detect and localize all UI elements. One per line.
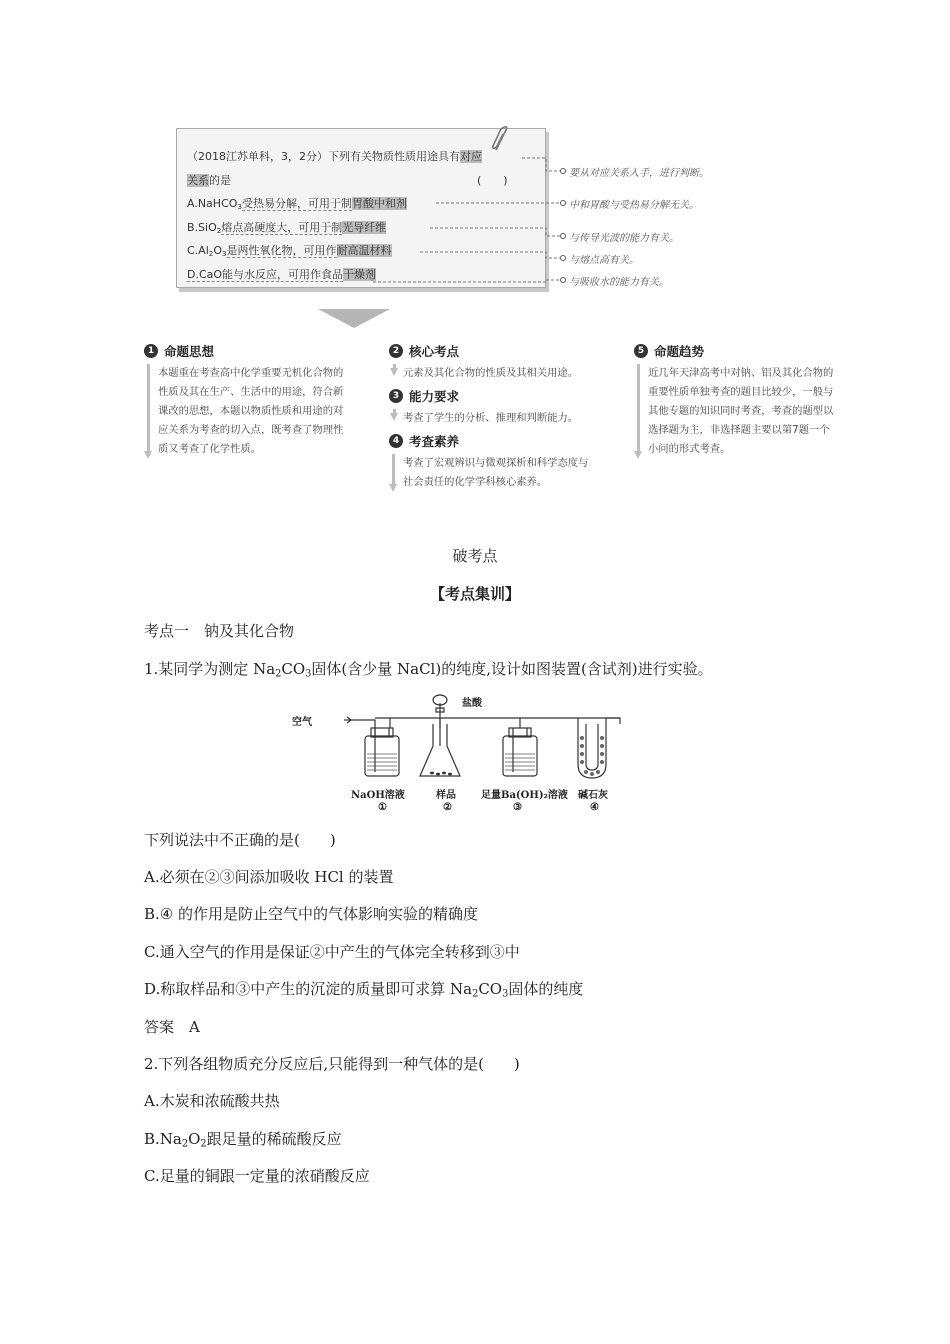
note-5: 与吸收水的能力有关。 bbox=[569, 277, 669, 288]
label-baoh2: 足量Ba(OH)₂溶液 bbox=[481, 790, 568, 801]
col-core-points: 2 核心考点 元素及其化合物的性质及其相关用途。 3 能力要求 考查了学生的分析、推理和判断能力。 4 考查素养 考查了宏观辨识与微观探析和科学态度与 社会责任的化学学科核心素养。 bbox=[389, 342, 629, 492]
label-sample: 样品 bbox=[436, 790, 456, 801]
label-naoh: NaOH溶液 bbox=[351, 790, 405, 801]
arrow-line-icon bbox=[392, 454, 395, 484]
note-3: 与传导光波的能力有关。 bbox=[569, 233, 679, 244]
note-2: 中和胃酸与受热易分解无关。 bbox=[569, 200, 699, 211]
note-4: 与熔点高有关。 bbox=[569, 255, 639, 266]
card-option-c: $C.Al_2O_3$是两性氧化物，可用作耐高温材料 bbox=[187, 244, 392, 258]
number-badge: 1 bbox=[144, 344, 158, 358]
label-soda-lime: 碱石灰 bbox=[578, 790, 608, 801]
q1-ask: 下列说法中不正确的是( ) bbox=[144, 831, 336, 849]
note-1: 要从对应关系入手，进行判断。 bbox=[569, 168, 709, 179]
small-arrow-icon bbox=[390, 413, 398, 421]
subsection-title: 【考点集训】 bbox=[429, 585, 520, 603]
section-title: 破考点 bbox=[452, 547, 498, 565]
q2-option-b: $B.Na_2O_2$跟足量的稀硫酸反应 bbox=[144, 1130, 342, 1150]
number-badge: 4 bbox=[389, 434, 403, 448]
col-title: 命题思想 bbox=[164, 344, 215, 359]
q1-answer: 答案 A bbox=[144, 1018, 200, 1036]
small-arrow-icon bbox=[390, 368, 398, 376]
q2-option-a: A.木炭和浓硫酸共热 bbox=[144, 1092, 280, 1110]
q1-option-c: C.通入空气的作用是保证②中产生的气体完全转移到③中 bbox=[144, 943, 520, 961]
label-num-3: ③ bbox=[513, 802, 522, 813]
q1-option-a: A.必须在②③间添加吸收 HCl 的装置 bbox=[144, 868, 394, 886]
q1-option-d: D.称取样品和③中产生的沉淀的质量即可求算 $Na_2CO_3$固体的纯度 bbox=[144, 980, 584, 1000]
number-badge: 3 bbox=[389, 389, 403, 403]
card-option-b: B.SiO$_2$熔点高硬度大，可用于制光导纤维 bbox=[187, 220, 387, 235]
down-arrow-icon bbox=[318, 309, 390, 328]
q1-option-b: B.④ 的作用是防止空气中的气体影响实验的精确度 bbox=[144, 905, 479, 923]
arrow-line-icon bbox=[637, 364, 640, 451]
annotation-leaders bbox=[0, 0, 950, 300]
q2-stem: 2.下列各组物质充分反应后,只能得到一种气体的是( ) bbox=[144, 1055, 520, 1073]
number-badge: 5 bbox=[634, 344, 648, 358]
card-option-d: D.CaO能与水反应，可用作食品干燥剂 bbox=[187, 267, 377, 281]
card-option-a: A.NaHCO$_3$受热易分解，可用于制胃酸中和剂 bbox=[187, 197, 407, 211]
q1-stem: 1.某同学为测定 $Na_2CO_3$固体(含少量 NaCl)的纯度,设计如图装置(含试剂)进行实验。 bbox=[144, 660, 713, 680]
card-answer-paren: ( ) bbox=[477, 174, 508, 187]
kaodian-heading: 考点一 钠及其化合物 bbox=[144, 622, 295, 640]
card-stem-line1: （2018江苏单科，3，2分）下列有关物质性质用途具有对应 bbox=[187, 150, 482, 163]
q2-option-c: C.足量的铜跟一定量的浓硝酸反应 bbox=[144, 1167, 370, 1185]
label-num-4: ④ bbox=[590, 802, 599, 813]
label-num-2: ② bbox=[443, 802, 452, 813]
col-title: 命题趋势 bbox=[654, 344, 705, 359]
number-badge: 2 bbox=[389, 344, 403, 358]
arrow-line-icon bbox=[147, 364, 150, 451]
col-command-idea: 1 命题思想 本题重在考查高中化学重要无机化合物的 性质及其在生产、生活中的用途，符合新 课改的思想，本题以物质性质和用途的对 应关系为考查的切入点，既考查了物理性 质又考查了化学性质。 bbox=[144, 342, 374, 459]
label-hydrochloric-acid: 盐酸 bbox=[462, 698, 482, 709]
label-num-1: ① bbox=[378, 802, 387, 813]
card-stem-line2: 关系的是 bbox=[187, 173, 231, 187]
col-trend: 5 命题趋势 近几年天津高考中对钠、铝及其化合物的 重要性质单独考查的题目比较少，一般与 其他专题的知识同时考查，考查的题型以 选择题为主，非选择题主要以第7题一个 小问的形式考查。 bbox=[634, 342, 874, 459]
label-air: 空气 bbox=[292, 717, 312, 728]
